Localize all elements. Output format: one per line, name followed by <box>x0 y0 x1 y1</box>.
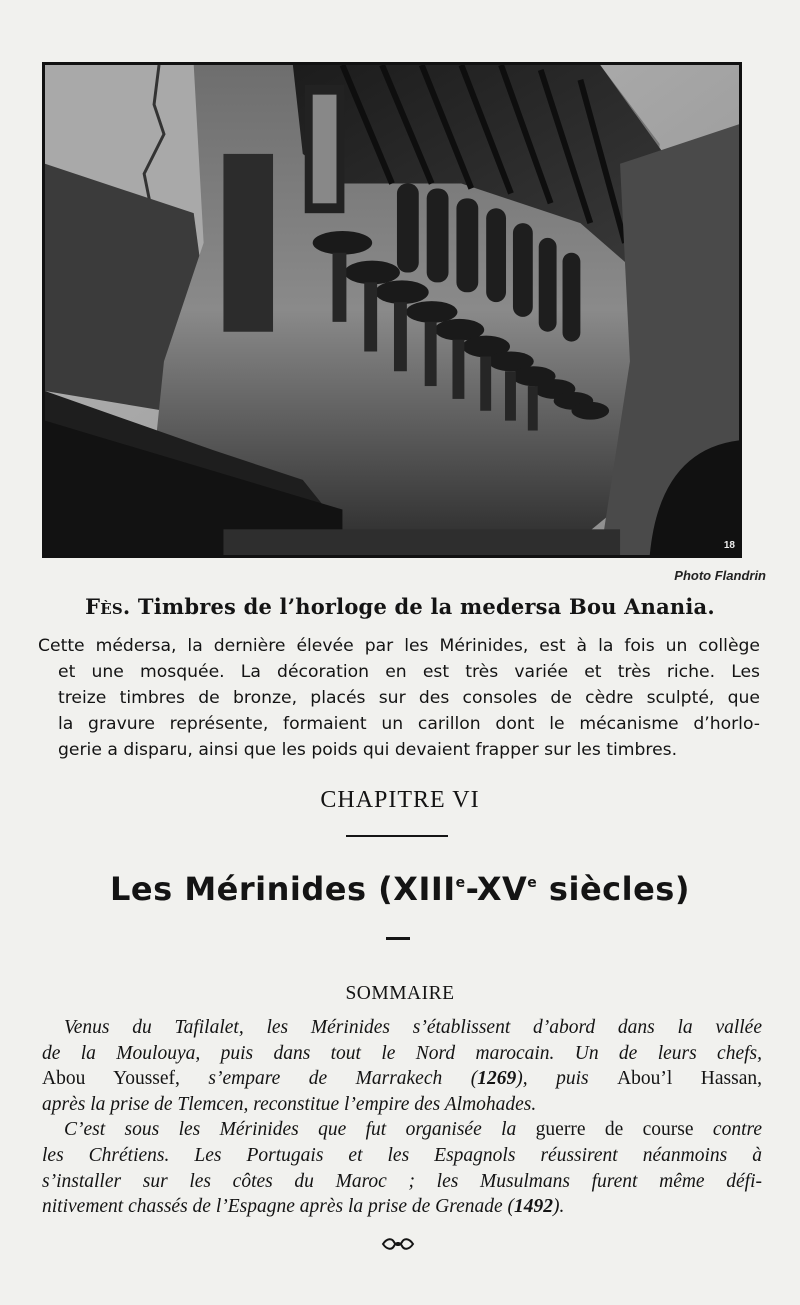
sommaire-line <box>42 1092 762 1118</box>
sommaire-text-run: ). <box>553 1196 565 1218</box>
sommaire-line <box>42 1117 762 1143</box>
chapter-title-sup-1: e <box>455 875 466 891</box>
chapter-label: CHAPITRE VI <box>320 787 480 813</box>
chapter-rule <box>346 835 448 837</box>
chapter-title-sup-2: e <box>527 875 538 891</box>
chapter-title <box>0 870 800 908</box>
sommaire-text-run: C’est sous les Mérinides que fut organisée la <box>64 1119 536 1141</box>
caption-line: gerie a disparu, ainsi que les poids qui devaient frapper sur les timbres. <box>58 740 678 760</box>
caption-title <box>0 594 800 619</box>
chapter-title-middle: -XV <box>465 870 528 908</box>
sommaire-text-run: de la Moulouya, puis dans tout le Nord marocain. Un de leurs chefs, <box>42 1042 762 1064</box>
sommaire-year: 1269 <box>477 1068 517 1090</box>
sommaire-line <box>42 1041 762 1067</box>
sommaire-label: SOMMAIRE <box>345 983 455 1004</box>
photograph <box>42 62 742 558</box>
chapter-title-suffix: siècles) <box>537 870 690 908</box>
caption-paragraph <box>38 633 760 763</box>
caption-line: et une mosquée. La décoration en est très variée et très riche. Les <box>58 662 760 682</box>
caption-line: treize timbres de bronze, placés sur des consoles de cèdre sculpté, que <box>58 688 760 708</box>
sommaire-text-run: après la prise de Tlemcen, reconstitue l’empire des Almohades. <box>42 1093 537 1115</box>
chapter-title-prefix: Les Mérinides (XIII <box>110 870 456 908</box>
sommaire-line <box>42 1066 762 1092</box>
sommaire-term: guerre de course <box>535 1119 694 1141</box>
sommaire-text <box>42 1015 762 1220</box>
sommaire-text-run: ), puis <box>516 1068 618 1090</box>
title-rule <box>386 937 410 940</box>
sommaire-line <box>42 1169 762 1195</box>
sommaire-year: 1492 <box>514 1196 554 1218</box>
sommaire-line <box>42 1143 762 1169</box>
caption-line: la gravure représente, formaient un carillon dont le mécanisme d’horlo- <box>58 714 760 734</box>
plate-number: 18 <box>723 540 735 551</box>
caption-place: Fès. <box>85 594 131 619</box>
photo-illustration <box>45 65 739 555</box>
sommaire-line <box>42 1194 762 1220</box>
caption-title-text: Timbres de l’horloge de la medersa Bou Anania. <box>137 594 715 619</box>
sommaire-line <box>42 1015 762 1041</box>
sommaire-text-run: Venus du Tafilalet, les Mérinides s’établissent d’abord dans la vallée <box>64 1017 762 1038</box>
sommaire-text-run: nitivement chassés de l’Espagne après la prise de Grenade ( <box>42 1196 515 1218</box>
sommaire-text-run: s’empare de Marrakech ( <box>179 1068 478 1090</box>
sommaire-text-run: les Chrétiens. Les Portugais et les Espagnols réussirent néanmoins à <box>42 1144 762 1166</box>
sommaire-name: Abou Youssef, <box>42 1068 180 1090</box>
photo-credit: Photo Flandrin <box>674 568 766 583</box>
sommaire-name: Abou’l Hassan, <box>617 1068 762 1090</box>
fleuron-ornament-icon <box>381 1237 415 1251</box>
caption-line: Cette médersa, la dernière élevée par les Mérinides, est à la fois un collège <box>38 636 760 656</box>
sommaire-text-run: s’installer sur les côtes du Maroc ; les Musulmans furent même défi- <box>42 1170 762 1192</box>
sommaire-text-run: contre <box>693 1119 763 1141</box>
